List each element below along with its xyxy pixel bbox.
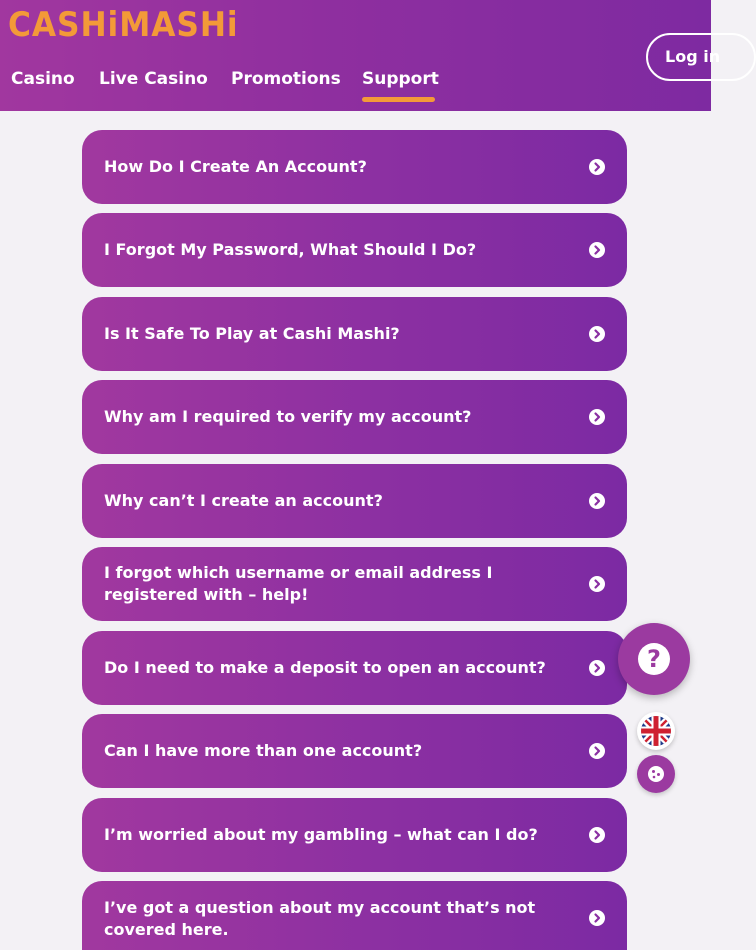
faq-item[interactable]	[82, 464, 627, 538]
chevron-right-icon	[589, 743, 605, 759]
faq-item[interactable]	[82, 297, 627, 371]
faq-item[interactable]	[82, 213, 627, 287]
faq-question: I Forgot My Password, What Should I Do?	[104, 240, 477, 259]
faq-item[interactable]	[82, 380, 627, 454]
faq-question: Do I need to make a deposit to open an account?	[104, 658, 546, 677]
chevron-right-icon	[589, 576, 605, 592]
brand-logo[interactable]: CASHiMASHi	[8, 5, 239, 45]
nav-item-promotions[interactable]: Promotions	[231, 69, 341, 89]
faq-question: Is It Safe To Play at Cashi Mashi?	[104, 324, 400, 343]
help-chat-button[interactable]	[618, 623, 690, 695]
faq-question: How Do I Create An Account?	[104, 157, 367, 176]
login-button[interactable]: Log in	[646, 33, 756, 81]
active-nav-indicator	[362, 97, 435, 102]
faq-item[interactable]	[82, 798, 627, 872]
nav-item-support[interactable]: Support	[362, 69, 439, 89]
faq-item[interactable]	[82, 130, 627, 204]
chevron-right-icon	[589, 409, 605, 425]
faq-question: I’m worried about my gambling – what can I do?	[104, 825, 538, 844]
question-icon: ?	[638, 643, 670, 675]
faq-item[interactable]	[82, 714, 627, 788]
faq-question: Can I have more than one account?	[104, 741, 423, 760]
nav-item-casino[interactable]: Casino	[11, 69, 75, 89]
faq-item[interactable]	[82, 881, 627, 950]
faq-question: Why can’t I create an account?	[104, 491, 383, 510]
chevron-right-icon	[589, 660, 605, 676]
chevron-right-icon	[589, 326, 605, 342]
nav-item-live-casino[interactable]: Live Casino	[99, 69, 208, 89]
faq-item[interactable]	[82, 547, 627, 621]
site-header	[0, 0, 721, 111]
faq-item[interactable]	[82, 631, 627, 705]
faq-question: I’ve got a question about my account that’s not covered here.	[104, 898, 536, 939]
faq-question: I forgot which username or email address I registered with – help!	[104, 563, 493, 604]
cookie-icon	[637, 755, 675, 793]
uk-flag-icon	[637, 712, 675, 750]
cookie-settings-button[interactable]	[637, 755, 675, 793]
faq-question: Why am I required to verify my account?	[104, 407, 472, 426]
chevron-right-icon	[589, 159, 605, 175]
chevron-right-icon	[589, 493, 605, 509]
chevron-right-icon	[589, 827, 605, 843]
chevron-right-icon	[589, 242, 605, 258]
language-selector[interactable]	[637, 712, 675, 750]
chevron-right-icon	[589, 910, 605, 926]
